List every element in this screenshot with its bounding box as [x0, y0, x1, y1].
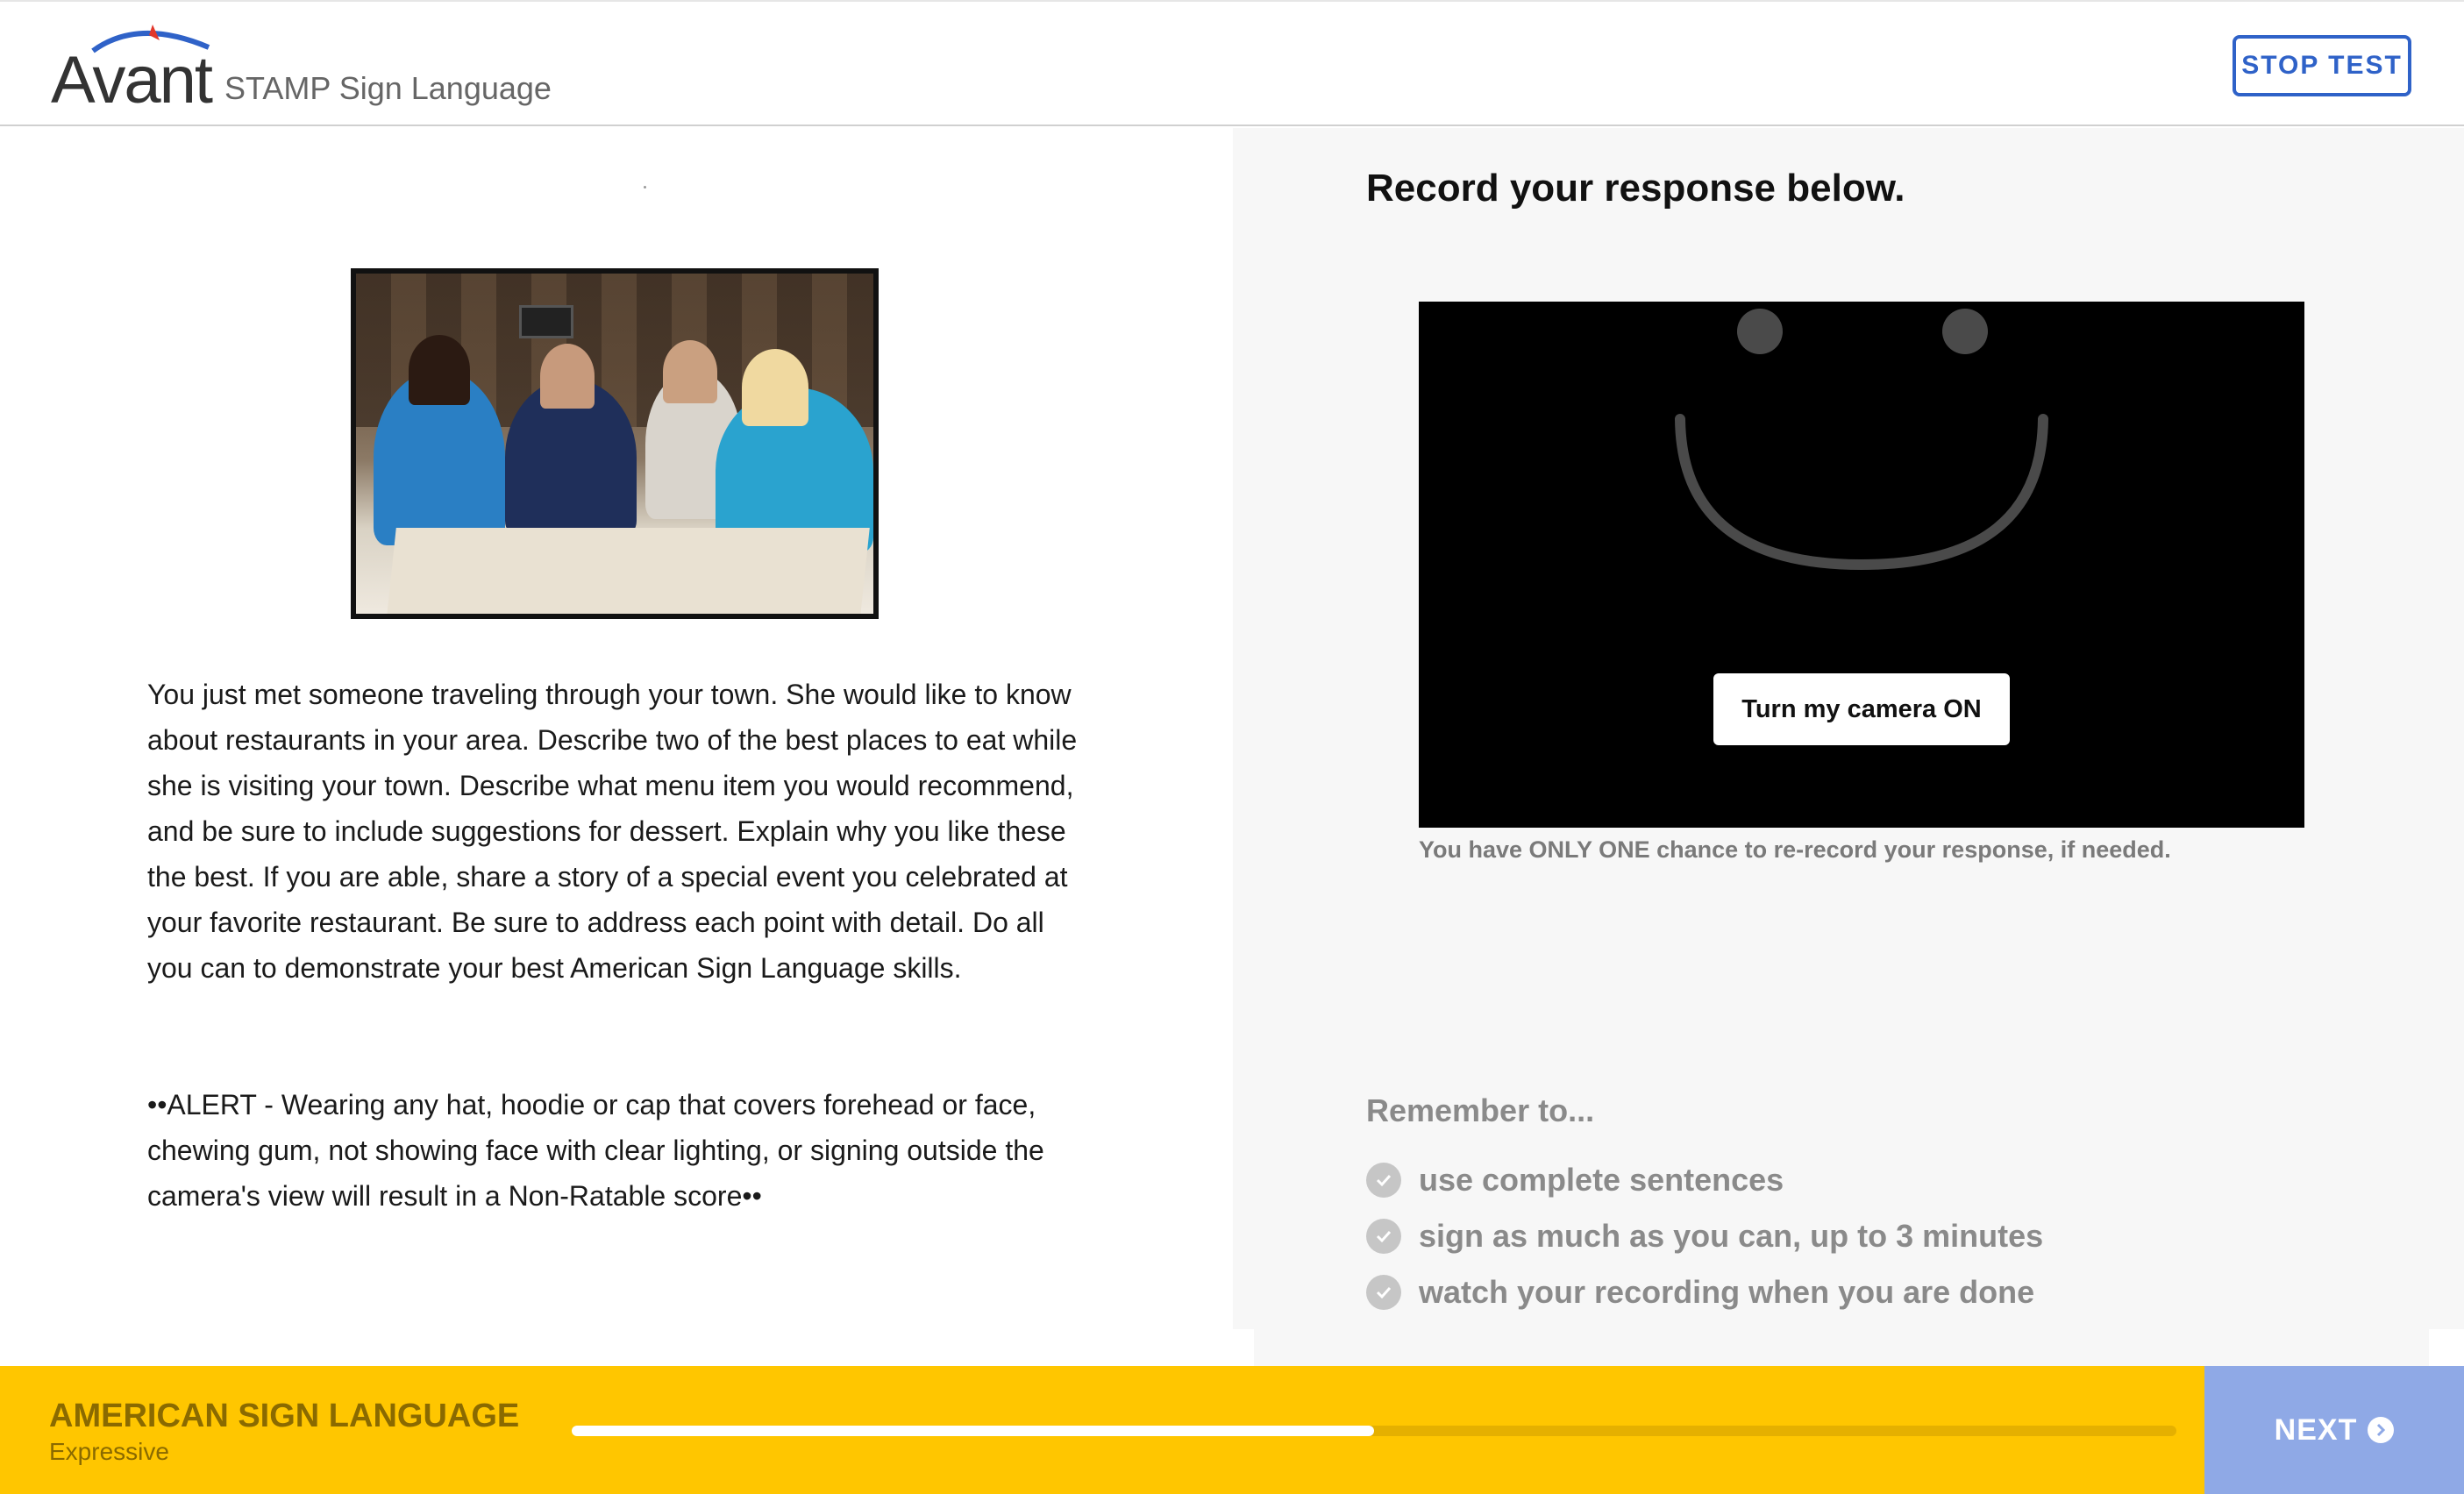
tv-icon [519, 305, 573, 338]
smiley-face-icon [1419, 302, 2304, 828]
panel-edge [1233, 1329, 1254, 1366]
stop-test-button[interactable]: STOP TEST [2233, 35, 2411, 96]
check-icon [1366, 1219, 1401, 1254]
re-record-warning: You have ONLY ONE chance to re-record your response, if needed. [1419, 836, 2171, 863]
check-icon [1366, 1275, 1401, 1310]
test-language: AMERICAN SIGN LANGUAGE [49, 1398, 520, 1434]
list-item [1366, 1152, 2043, 1208]
logo-text: Avant [51, 43, 211, 117]
progress-fill [572, 1426, 1374, 1436]
check-icon [1366, 1163, 1401, 1198]
reminder-text: sign as much as you can, up to 3 minutes [1419, 1218, 2044, 1254]
turn-camera-on-button[interactable]: Turn my camera ON [1713, 673, 2010, 745]
remember-heading: Remember to... [1366, 1092, 1595, 1128]
progress-bar [572, 1426, 2176, 1436]
alert-text: ••ALERT - Wearing any hat, hoodie or cap that covers forehead or face, chewing gum, not showing face with clear lighting, or signing outside the camera's view will result in a Non-Ratable score•• [147, 1089, 1044, 1212]
reminder-list [1366, 1152, 2043, 1320]
reminder-text: watch your recording when you are done [1419, 1274, 2035, 1310]
prompt-panel [0, 128, 1233, 1366]
chevron-right-icon [2368, 1417, 2394, 1443]
next-label: NEXT [2274, 1412, 2358, 1447]
next-button[interactable] [2204, 1366, 2464, 1494]
test-mode: Expressive [49, 1438, 169, 1465]
list-item [1366, 1208, 2043, 1264]
footer-bar [0, 1366, 2464, 1494]
header [0, 0, 2464, 126]
panel-edge [2429, 1329, 2464, 1366]
recorder-panel [1233, 128, 2464, 1366]
prompt-photo [351, 268, 879, 619]
video-preview [1419, 302, 2304, 828]
prompt-text: You just met someone traveling through your town. She would like to know about restaurants in your area. Describe two of the best places to eat while she is visiting your town. Describe what menu item you would recommend, and be sure to include suggestions for dessert. Explain why you like these the best. If you are able, share a story of a special event you celebrated at your favorite restaurant. Be sure to address each point with detail. Do all you can to demonstrate your best American Sign Language skills. [147, 679, 1078, 984]
divider-dot [644, 186, 646, 189]
record-title: Record your response below. [1366, 167, 1905, 210]
product-name: STAMP Sign Language [224, 70, 552, 106]
reminder-text: use complete sentences [1419, 1162, 1784, 1198]
list-item [1366, 1264, 2043, 1320]
